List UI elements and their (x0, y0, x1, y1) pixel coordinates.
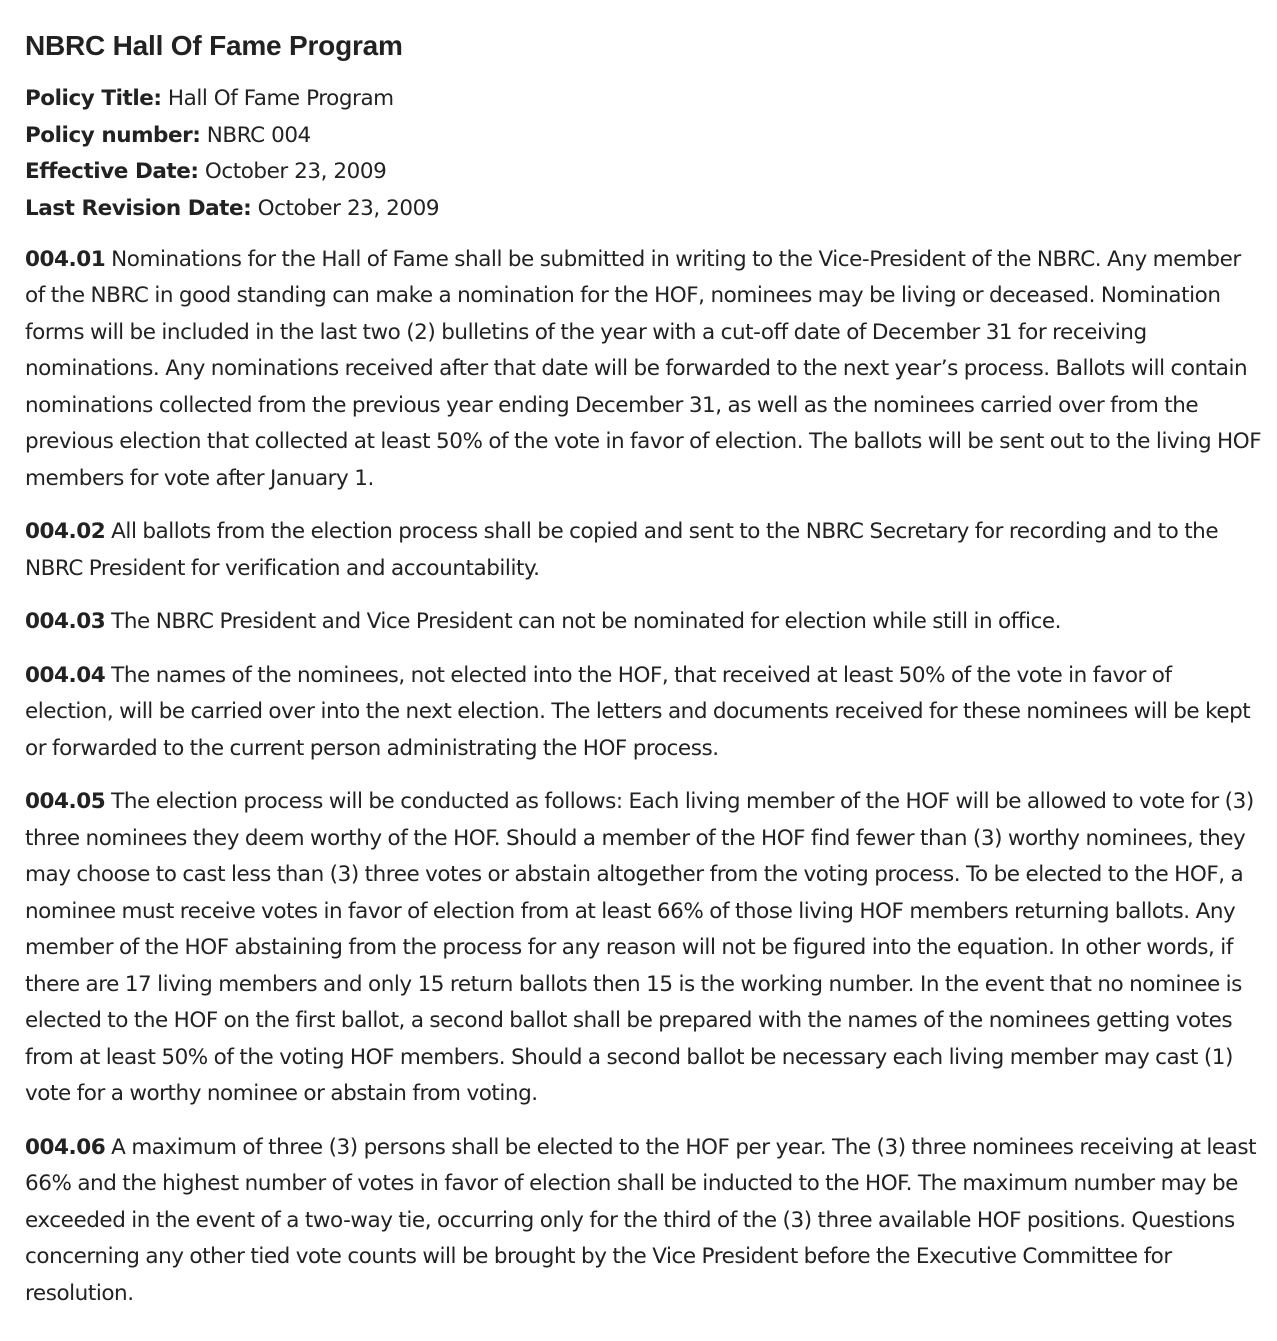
effective-date-label: Effective Date: (25, 159, 199, 185)
policy-title-row (25, 81, 1265, 118)
section-text: The NBRC President and Vice President can not be nominated for election while still in office. (111, 609, 1062, 635)
section-text: The election process will be conducted as follows: Each living member of the HOF will be allowed to vote for (3) three nominees they deem worthy of the HOF. Should a member of the HOF find fewer than (3) worthy nominees, they may choose to cast less than (3) three votes or abstain altogether from the voting process. To be elected to the HOF, a nominee must receive votes in favor of election from at least 66% of those living HOF members returning ballots. Any member of the HOF abstaining from the process for any reason will not be figured into the equation. In other words, if there are 17 living members and only 15 return ballots then 15 is the working number. In the event that no nominee is elected to the HOF on the first ballot, a second ballot shall be prepared with the names of the nominees getting votes from at least 50% of the voting HOF members. Should a second ballot be necessary each living member may cast (1) vote for a worthy nominee or abstain from voting. (25, 789, 1254, 1107)
last-revision-date-label: Last Revision Date: (25, 196, 252, 222)
policy-section-004-05 (25, 784, 1265, 1113)
policy-number-row (25, 118, 1265, 155)
last-revision-date-value: October 23, 2009 (257, 196, 440, 222)
section-number: 004.05 (25, 789, 106, 815)
section-text: The names of the nominees, not elected into the HOF, that received at least 50% of the vote in favor of election, will be carried over into the next election. The letters and documents received for these nominees will be kept or forwarded to the current person administrating the HOF process. (25, 662, 1251, 761)
policy-section-004-02 (25, 514, 1265, 587)
section-text: Nominations for the Hall of Fame shall be submitted in writing to the Vice-President of the NBRC. Any member of the NBRC in good standing can make a nomination for the HOF, nominees may be living or deceased. Nomination forms will be included in the last two (2) bulletins of the year with a cut-off date of December 31 for receiving nominations. Any nominations received after that date will be forwarded to the next year’s process. Ballots will contain nominations collected from the previous year ending December 31, as well as the nominees carried over from the previous election that collected at least 50% of the vote in favor of election. The ballots will be sent out to the living HOF members for vote after January 1. (25, 246, 1262, 491)
section-text: A maximum of three (3) persons shall be elected to the HOF per year. The (3) three nominees receiving at least 66% and the highest number of votes in favor of election shall be inducted to the HOF. The maximum number may be exceeded in the event of a two-way tie, occurring only for the third of the (3) three available HOF positions. Questions concerning any other tied vote counts will be brought by the Vice President before the Executive Committee for resolution. (25, 1134, 1257, 1306)
page-title: NBRC Hall Of Fame Program (25, 30, 403, 61)
policy-title-value: Hall Of Fame Program (167, 86, 394, 111)
effective-date-value: October 23, 2009 (204, 159, 387, 185)
section-number: 004.04 (25, 662, 106, 688)
policy-document (25, 30, 1265, 1312)
policy-section-004-04 (25, 658, 1265, 768)
section-number: 004.03 (25, 609, 106, 635)
policy-section-004-06 (25, 1130, 1265, 1313)
policy-section-004-03 (25, 604, 1265, 641)
policy-number-value: NBRC 004 (206, 122, 311, 148)
section-number: 004.06 (25, 1134, 106, 1160)
policy-section-004-01 (25, 242, 1265, 498)
policy-meta (25, 81, 1265, 228)
section-number: 004.02 (25, 519, 106, 545)
section-text: All ballots from the election process shall be copied and sent to the NBRC Secretary for recording and to the NBRC President for verification and accountability. (25, 519, 1219, 581)
last-revision-date-row (25, 191, 1265, 228)
effective-date-row (25, 154, 1265, 191)
policy-title-label: Policy Title: (25, 86, 162, 111)
section-number: 004.01 (25, 246, 106, 272)
policy-number-label: Policy number: (25, 122, 201, 148)
